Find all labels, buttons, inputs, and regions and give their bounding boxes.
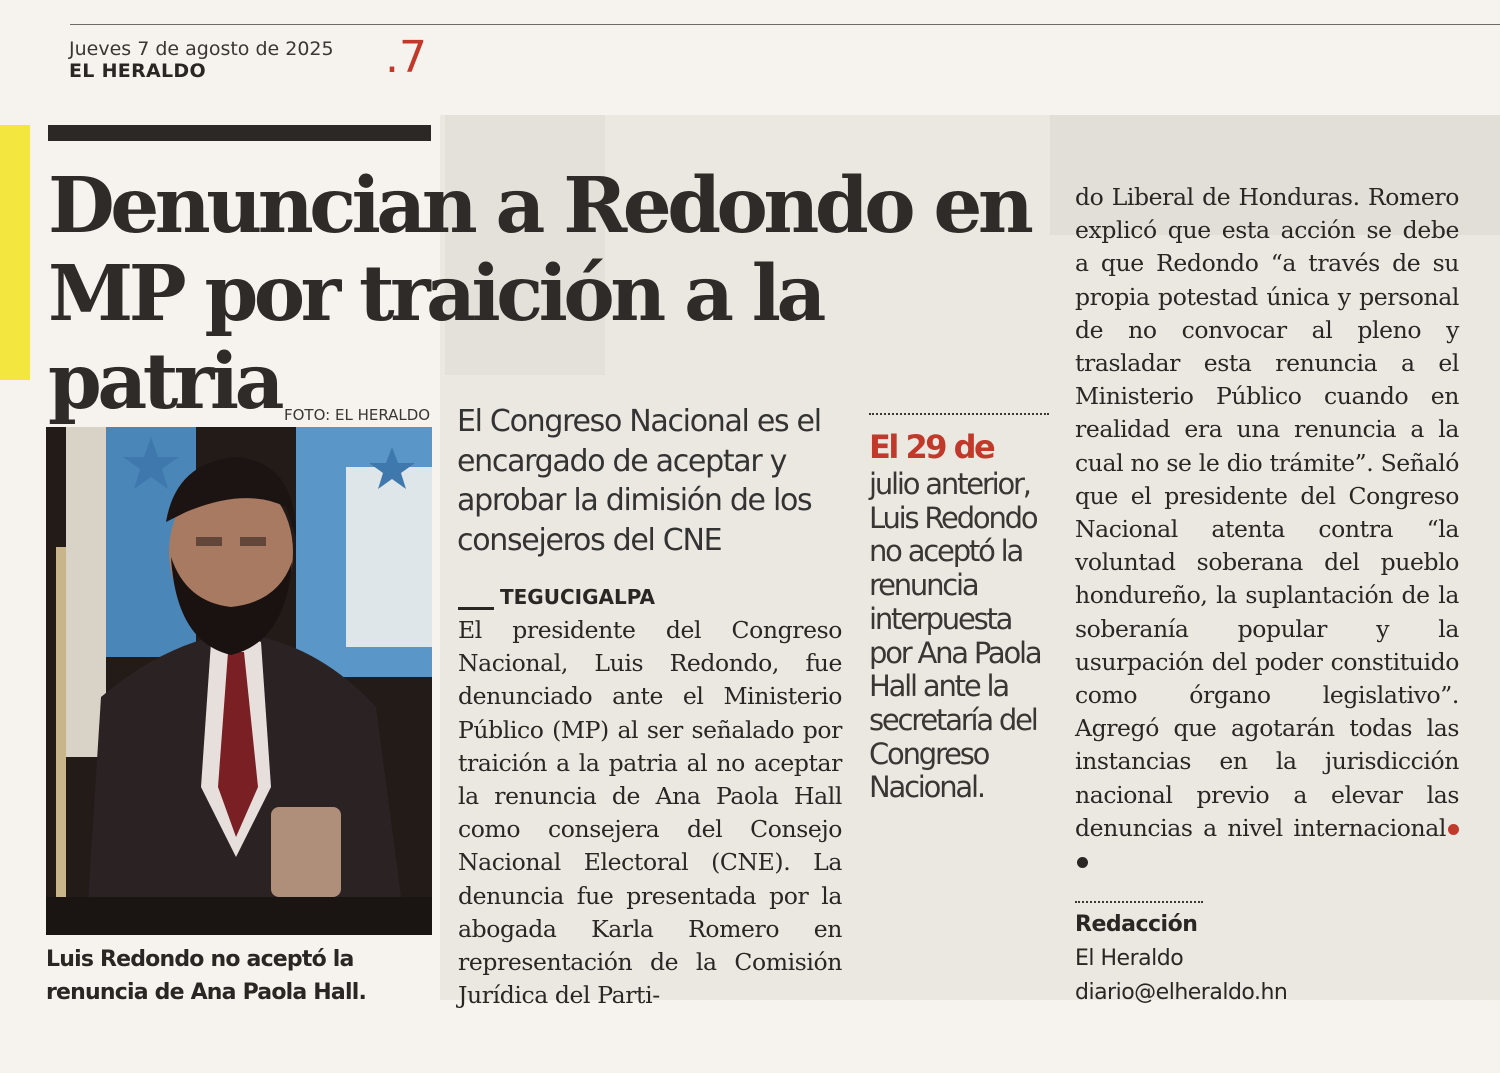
photo-caption: Luis Redondo no aceptó la renuncia de Ana Paola Hall. xyxy=(46,947,367,1005)
end-mark-icon xyxy=(1077,857,1088,868)
page-number: .7 xyxy=(385,32,427,83)
sidebar-lead: El 29 de xyxy=(869,428,994,466)
sidebar-divider xyxy=(869,413,1049,415)
headline: Denuncian a Redondo en MP por traición a la patria xyxy=(48,161,1030,427)
signature-role: Redacción xyxy=(1075,912,1198,937)
newspaper-name: EL HERALDO xyxy=(69,60,206,82)
dateline-bar xyxy=(458,607,494,610)
article-photo xyxy=(46,427,432,935)
signature-email[interactable]: diario@elheraldo.hn xyxy=(1075,980,1288,1005)
dateline: TEGUCIGALPA xyxy=(500,585,656,609)
signature-divider xyxy=(1075,901,1203,903)
headline-bar xyxy=(48,125,431,141)
body-column-1: El presidente del Congreso Nacional, Luis Redondo, fue denunciado ante el Ministerio Público (MP) al ser señalado por traición a la patria al no aceptar la renuncia de Ana Paola Hall como consejera del Consejo Nacional Electoral (CNE). La denuncia fue presentada por la abogada Karla Romero en representación de la Comisión Jurídica del Parti- xyxy=(458,616,842,1010)
header-rule xyxy=(70,24,1500,25)
signature-organization: El Heraldo xyxy=(1075,946,1184,971)
body-column-3-text: do Liberal de Honduras. Romero explicó que esta acción se debe a que Redondo “a través de su propia potestad única y personal de no convocar al pleno y trasladar esta renuncia a el Ministerio Público cuando en realidad era una renuncia a la cual no se le dio trámite”. Señaló que el presidente del Congreso Nacional atenta contra “la voluntad soberana del pueblo hondureño, la suplantación de la soberanía popular y la usurpación del poder constituido como órgano legislativo”. Agregó que agotarán todas las instancias en la jurisdicción nacional previo a elevar las denuncias a nivel internacional xyxy=(1075,183,1459,842)
issue-date: Jueves 7 de agosto de 2025 xyxy=(69,38,334,60)
subheadline: El Congreso Nacional es el encargado de aceptar y aprobar la dimisión de los consejeros del CNE xyxy=(457,404,821,558)
sidebar-text: julio anterior, Luis Redondo no aceptó la renuncia interpuesta por Ana Paola Hall ante la secretaría del Congreso Nacional. xyxy=(869,467,1041,805)
end-mark-icon xyxy=(1448,824,1459,835)
highlighter-mark xyxy=(0,125,30,380)
photo-credit: FOTO: EL HERALDO xyxy=(284,406,431,424)
body-column-3 xyxy=(1075,181,1459,878)
